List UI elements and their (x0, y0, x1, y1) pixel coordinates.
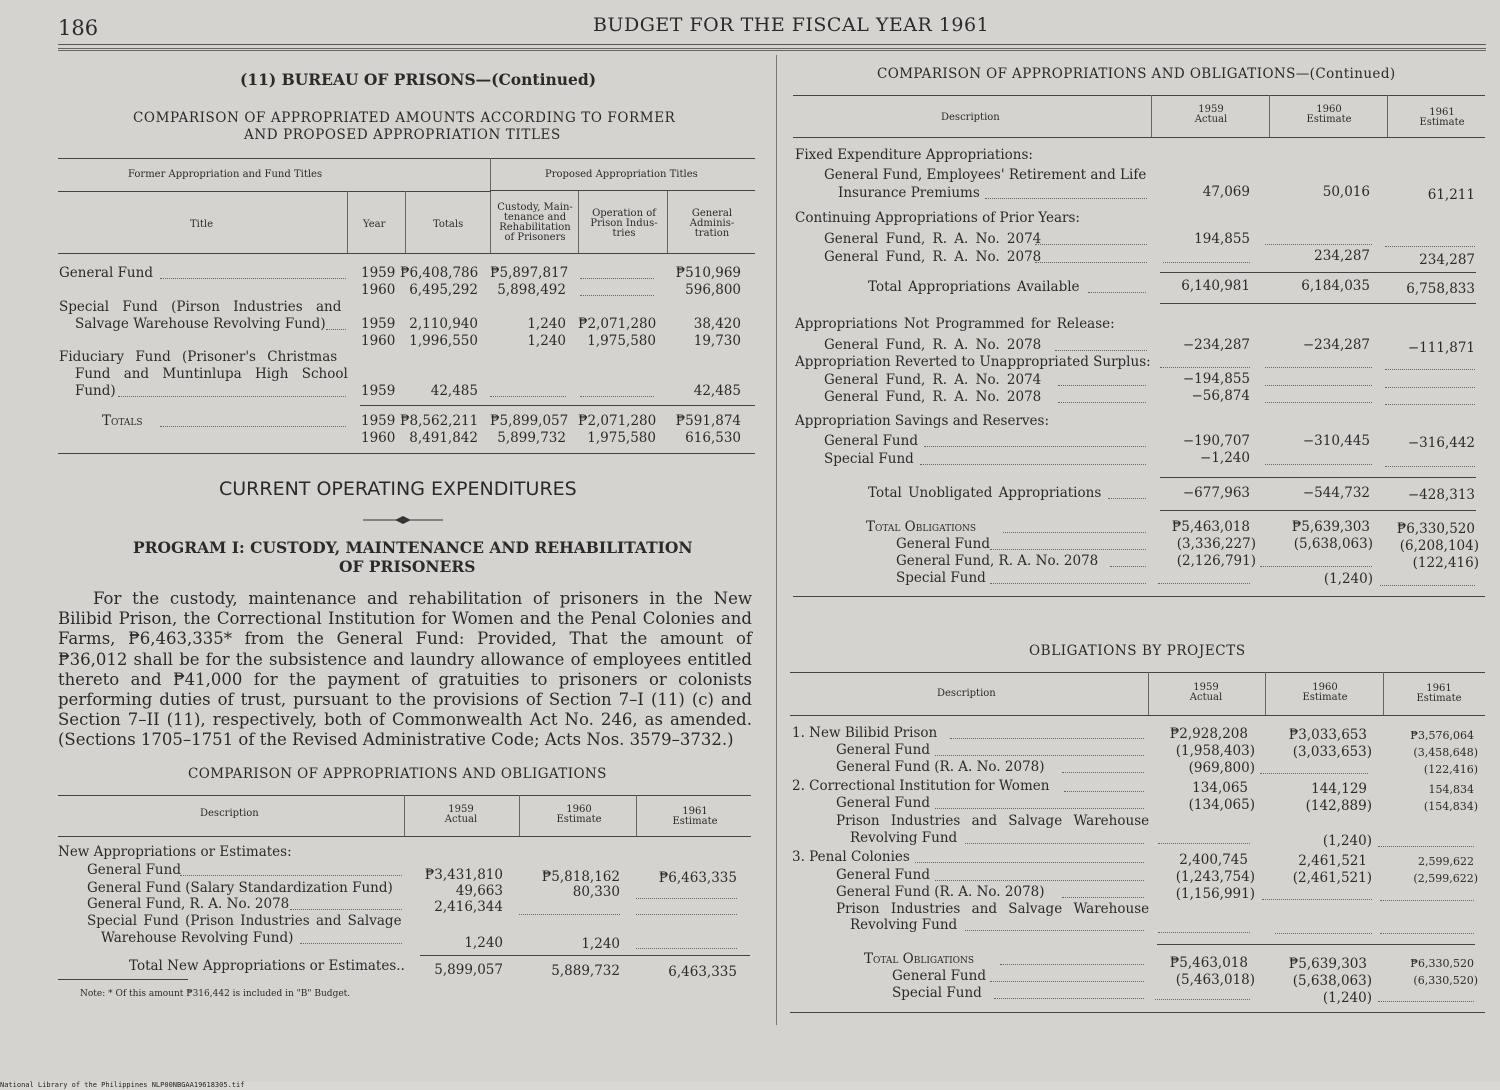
t1-custody: 1,240 (527, 333, 566, 349)
t1-operation: ₱2,071,280 (578, 316, 657, 332)
col-year: Year (363, 219, 386, 230)
coa-right-1960: (1,240) (1323, 571, 1373, 587)
coa-right-desc: General Fund, R. A. No. 2078 (824, 249, 1042, 265)
leader-dots (990, 583, 1146, 584)
obp-1961: (122,416) (1423, 763, 1478, 776)
obp-desc: General Fund (836, 795, 930, 811)
obp-desc: General Fund (836, 867, 930, 883)
obp-desc: 3. Penal Colonies (792, 849, 910, 865)
coa-right-desc: General Fund (896, 536, 990, 552)
leader-dots (1058, 402, 1146, 403)
leader-dots (160, 426, 346, 427)
t1-general: ₱510,969 (675, 265, 741, 281)
leader-dots (1378, 846, 1474, 847)
obp-bottom-rule (790, 1012, 1485, 1013)
t1-title: Salvage Warehouse Revolving Fund) (75, 316, 326, 332)
coa-right-total-label: Total Unobligated Appropriations (868, 485, 1102, 501)
t1-year: 1959 (361, 413, 396, 429)
note-rule (58, 979, 188, 980)
t1-year: 1959 (361, 383, 396, 399)
coa-right-total-label: Total Appropriations Available (868, 279, 1080, 295)
coa-right-desc: General Fund, R. A. No. 2074 (824, 372, 1042, 388)
leader-dots (180, 875, 402, 876)
leader-dots (1158, 932, 1250, 933)
coa-right-desc: General Fund, R. A. No. 2078 (824, 337, 1042, 353)
obp-desc: General Fund (R. A. No. 2078) (836, 884, 1045, 900)
leader-dots (935, 755, 1144, 756)
obp-top-rule (790, 672, 1485, 673)
obp-1960: (2,461,521) (1292, 870, 1372, 886)
coa-left-1960: 1,240 (581, 936, 620, 952)
col-totals: Totals (433, 219, 464, 230)
leader-dots (965, 930, 1144, 931)
leader-dots (1155, 999, 1250, 1000)
obp-1961: (3,458,648) (1413, 746, 1478, 759)
coa-right-1961: 234,287 (1419, 252, 1475, 268)
leader-dots (1160, 367, 1250, 368)
leader-dots (1385, 246, 1475, 247)
coa-right-desc: Fixed Expenditure Appropriations: (795, 147, 1033, 163)
leader-dots (1055, 350, 1147, 351)
coa-left-1959: 5,899,057 (434, 962, 503, 978)
leader-dots (920, 464, 1146, 465)
coa-left-desc: Special Fund (Prison Industries and Salvage (87, 913, 402, 929)
leader-dots (580, 278, 654, 279)
obp-col-1959: 1959 Actual (1189, 682, 1223, 703)
t1-title: Fund) (75, 383, 116, 399)
coa-right-top-rule (793, 95, 1485, 96)
leader-dots (290, 909, 402, 910)
leader-dots (1378, 1001, 1474, 1002)
obp-col-desc: Description (937, 688, 996, 699)
obp-1961: 154,834 (1428, 783, 1474, 796)
coa-left-1961: 6,463,335 (668, 964, 737, 980)
obp-1959: (5,463,018) (1175, 972, 1255, 988)
obp-1959: ₱2,928,208 (1169, 726, 1248, 742)
coa-right-1960: (5,638,063) (1293, 536, 1373, 552)
coa-right-1961: −111,871 (1407, 340, 1475, 356)
leader-dots (326, 329, 346, 330)
obp-1960: ₱5,639,303 (1288, 956, 1367, 972)
coa-right-col-1959: 1959 Actual (1194, 104, 1228, 125)
proposed-header: Proposed Appropriation Titles (545, 169, 698, 180)
coa-right-total-obligations: Total Obligations (866, 519, 977, 535)
obp-desc: Revolving Fund (850, 917, 958, 933)
coa-left-1959: ₱3,431,810 (424, 867, 503, 883)
subtotal-rule (1160, 272, 1476, 273)
table1-vline (405, 191, 406, 253)
coa-right-1960: ₱5,639,303 (1291, 519, 1370, 535)
coa-left-1961: ₱6,463,335 (658, 870, 737, 886)
obp-1960: (5,638,063) (1292, 973, 1372, 989)
coa-right-col-desc: Description (941, 112, 1000, 123)
coa-right-desc: General Fund, R. A. No. 2078 (896, 553, 1099, 569)
coa-left-1959: 1,240 (464, 935, 503, 951)
col-custody: Custody, Main-tenance and Rehabilitation of Prisoners (497, 202, 573, 243)
leader-dots (1260, 566, 1372, 567)
table1-sub-rule-right (490, 190, 755, 191)
table1-vline (490, 158, 491, 253)
coa-left-total-label: Total New Appropriations or Estimates.. (129, 958, 405, 974)
leader-dots (160, 278, 346, 279)
coa-right-1961: (6,208,104) (1399, 538, 1479, 554)
t1-general: ₱591,874 (675, 413, 741, 429)
obp-1959: (134,065) (1188, 797, 1255, 813)
obp-1961: (6,330,520) (1413, 974, 1478, 987)
coa-left-1960: ₱5,818,162 (541, 869, 620, 885)
t1-general: 596,800 (685, 282, 741, 298)
table1-sub-rule-left (58, 191, 491, 192)
leader-dots (1275, 933, 1372, 934)
leader-dots (1385, 369, 1475, 370)
coa-left-1959: 49,663 (455, 883, 503, 899)
leader-dots (636, 948, 737, 949)
leader-dots (1265, 244, 1372, 245)
leader-dots (1062, 772, 1144, 773)
coa-right-1959: −677,963 (1182, 485, 1250, 501)
obp-title: OBLIGATIONS BY PROJECTS (1029, 643, 1246, 659)
t1-totals-label: Totals (102, 413, 143, 429)
program-heading-line2: OF PRISONERS (339, 557, 476, 576)
ornament-divider (363, 514, 443, 526)
comparison-title-line2: AND PROPOSED APPROPRIATION TITLES (244, 127, 561, 143)
former-header: Former Appropriation and Fund Titles (128, 169, 323, 180)
leader-dots (636, 898, 737, 899)
obp-1959: (1,156,991) (1175, 886, 1255, 902)
coa-left-1960: 80,330 (572, 884, 620, 900)
obp-1961: (154,834) (1423, 800, 1478, 813)
t1-general: 616,530 (685, 430, 741, 446)
leader-dots (1062, 897, 1144, 898)
table1-bottom-rule (58, 453, 755, 454)
scan-footer: National Library of the Philippines NLP00NBGAA19618305.tif (0, 1081, 245, 1089)
obp-1961: ₱6,330,520 (1410, 957, 1474, 970)
coa-right-desc: General Fund, R. A. No. 2074 (824, 231, 1042, 247)
obp-header-bottom (790, 715, 1485, 716)
t1-year: 1959 (361, 265, 396, 281)
obp-1960: (1,240) (1322, 990, 1372, 1006)
leader-dots (1000, 964, 1144, 965)
column-separator (776, 55, 777, 1025)
t1-operation: 1,975,580 (587, 333, 656, 349)
coa-left-col-1960: 1960 Estimate (556, 804, 602, 825)
t1-custody: ₱5,899,057 (490, 413, 569, 429)
coa-left-vline (519, 795, 520, 836)
coa-left-vline (636, 795, 637, 836)
page-number: 186 (58, 16, 99, 40)
leader-dots (519, 914, 620, 915)
header-double-rule (58, 48, 1486, 51)
coa-right-desc: Continuing Appropriations of Prior Years: (795, 210, 1080, 226)
coa-right-1960: 234,287 (1314, 248, 1370, 264)
obp-1960: (142,889) (1305, 798, 1372, 814)
header-rule (58, 44, 1486, 45)
coa-right-1959: ₱5,463,018 (1171, 519, 1250, 535)
leader-dots (1088, 292, 1146, 293)
program-heading-line1: PROGRAM I: CUSTODY, MAINTENANCE AND REHABILITATION (133, 538, 693, 557)
t1-totals: ₱6,408,786 (400, 265, 479, 281)
coa-right-1959: (2,126,791) (1176, 553, 1256, 569)
leader-dots (1158, 583, 1250, 584)
coa-right-1959: 6,140,981 (1181, 278, 1250, 294)
coa-right-1960: −544,732 (1302, 485, 1370, 501)
coa-right-1959: −194,855 (1182, 371, 1250, 387)
leader-dots (580, 396, 654, 397)
coa-right-1961: 6,758,833 (1406, 281, 1475, 297)
coa-right-1959: −1,240 (1200, 450, 1250, 466)
leader-dots (990, 549, 1146, 550)
t1-year: 1960 (361, 430, 396, 446)
coa-right-1961: −316,442 (1407, 435, 1475, 451)
totals-rule (360, 405, 755, 406)
leader-dots (1035, 244, 1147, 245)
obp-vline (1148, 672, 1149, 715)
coa-left-desc: Warehouse Revolving Fund) (101, 930, 294, 946)
t1-title: Special Fund (Pirson Industries and (59, 299, 342, 315)
coa-right-desc: Appropriation Reverted to Unappropriated Surplus: (795, 354, 1151, 370)
t1-general: 38,420 (693, 316, 741, 332)
obp-1959: ₱5,463,018 (1169, 955, 1248, 971)
t1-year: 1960 (361, 333, 396, 349)
obp-col-1960: 1960 Estimate (1302, 682, 1348, 703)
leader-dots (1163, 262, 1250, 263)
subtotal-rule (1160, 477, 1476, 478)
obp-vline (1265, 672, 1266, 715)
obp-1960: 2,461,521 (1298, 853, 1367, 869)
t1-title: Fiduciary Fund (Prisoner's Christmas (59, 349, 338, 365)
leader-dots (965, 843, 1144, 844)
t1-totals: ₱8,562,211 (400, 413, 479, 429)
coa-right-1961: ₱6,330,520 (1396, 521, 1475, 537)
leader-dots (924, 446, 1146, 447)
coa-left-col-1961: 1961 Estimate (672, 806, 718, 827)
subtotal-rule (420, 955, 750, 956)
leader-dots (994, 998, 1144, 999)
coa-right-desc: General Fund (824, 433, 918, 449)
col-operation: Operation of Prison Indus-tries (590, 208, 658, 239)
coa-right-1960: −234,287 (1302, 337, 1370, 353)
coa-title-left: COMPARISON OF APPROPRIATIONS AND OBLIGATIONS (188, 766, 607, 782)
obp-1960: (3,033,653) (1292, 744, 1372, 760)
table1-vline (347, 191, 348, 253)
leader-dots (990, 981, 1144, 982)
obp-col-1961: 1961 Estimate (1416, 683, 1462, 704)
obp-1961: (2,599,622) (1413, 872, 1478, 885)
t1-general: 42,485 (693, 383, 741, 399)
subtotal-rule (1157, 944, 1475, 945)
t1-custody: 1,240 (527, 316, 566, 332)
coa-right-col-1961: 1961 Estimate (1419, 107, 1465, 128)
leader-dots (1265, 464, 1372, 465)
obp-desc: General Fund (892, 968, 986, 984)
leader-dots (1380, 933, 1474, 934)
obp-1959: (1,243,754) (1175, 869, 1255, 885)
t1-totals: 2,110,940 (409, 316, 478, 332)
t1-year: 1960 (361, 282, 396, 298)
leader-dots (935, 808, 1144, 809)
obp-desc: Prison Industries and Salvage Warehouse (836, 901, 1150, 917)
leader-dots (1003, 532, 1146, 533)
coa-right-desc: General Fund, Employees' Retirement and Life (824, 167, 1147, 183)
obp-desc: General Fund (836, 742, 930, 758)
coa-right-desc: Appropriation Savings and Reserves: (795, 413, 1050, 429)
leader-dots (915, 862, 1144, 863)
coa-right-1961: 61,211 (1427, 187, 1475, 203)
leader-dots (1260, 773, 1368, 774)
leader-dots (1385, 387, 1475, 388)
t1-custody: 5,899,732 (497, 430, 566, 446)
col-general: General Adminis-tration (689, 208, 735, 239)
coa-left-vline (404, 795, 405, 836)
leader-dots (935, 880, 1144, 881)
leader-dots (300, 943, 402, 944)
coa-left-header-bottom (58, 836, 751, 837)
obp-desc: 1. New Bilibid Prison (792, 725, 938, 741)
leader-dots (1385, 466, 1475, 467)
obp-1959: (969,800) (1188, 760, 1255, 776)
leader-dots (1058, 385, 1146, 386)
t1-totals: 1,996,550 (409, 333, 478, 349)
subtotal-rule (1160, 303, 1476, 304)
leader-dots (1262, 899, 1372, 900)
t1-operation: ₱2,071,280 (578, 413, 657, 429)
coa-right-bottom-rule (793, 596, 1485, 597)
section-heading: CURRENT OPERATING EXPENDITURES (219, 478, 577, 500)
obp-desc: Special Fund (892, 985, 982, 1001)
t1-totals: 6,495,292 (409, 282, 478, 298)
coa-right-1960: −310,445 (1302, 433, 1370, 449)
coa-right-desc: Special Fund (824, 451, 914, 467)
coa-right-1961: −428,313 (1407, 487, 1475, 503)
leader-dots (1380, 585, 1475, 586)
coa-right-vline (1151, 95, 1152, 137)
leader-dots (1265, 367, 1372, 368)
t1-year: 1959 (361, 316, 396, 332)
t1-title: General Fund (59, 265, 153, 281)
obp-1961: 2,599,622 (1418, 855, 1474, 868)
coa-right-desc: Appropriations Not Programmed for Release: (795, 316, 1115, 332)
leader-dots (1110, 566, 1146, 567)
t1-custody: ₱5,897,817 (490, 265, 569, 281)
coa-right-1959: 194,855 (1194, 231, 1250, 247)
obp-1960: (1,240) (1322, 833, 1372, 849)
coa-right-header-bottom (793, 137, 1485, 138)
t1-custody: 5,898,492 (497, 282, 566, 298)
table1-header-bottom (58, 253, 755, 254)
program-paragraph: For the custody, maintenance and rehabilitation of prisoners in the New Bilibid Prison, the Correctional Institution for Women and the Penal Colonies and Farms, ₱6,463,335* from the General Fund: Provided, That the amount of ₱36,012 shall be for the subsistence and laundry allowance of employees entitled thereto and ₱41,000 for the payment of gratuities to prisoners or colonists performing duties of trust, pursuant to the provisions of Section 7–I (11) (c) and Section 7–II (11), respectively, both of Commonwealth Act No. 246, as amended. (Sections 1705–1751 of the Revised Administrative Code; Acts Nos. 3579–3732.) (58, 589, 752, 750)
t1-title: Fund and Muntinlupa High School (75, 366, 348, 382)
table1-vline (667, 191, 668, 253)
obp-1960: 144,129 (1311, 781, 1367, 797)
leader-dots (985, 198, 1147, 199)
coa-right-col-1960: 1960 Estimate (1306, 104, 1352, 125)
coa-left-col-1959: 1959 Actual (444, 804, 478, 825)
coa-right-vline (1269, 95, 1270, 137)
coa-right-1959: −56,874 (1191, 388, 1250, 404)
coa-right-1959: 47,069 (1202, 184, 1250, 200)
coa-left-1960: 5,889,732 (551, 963, 620, 979)
obp-vline (1383, 672, 1384, 715)
coa-right-desc: Insurance Premiums (838, 185, 980, 201)
leader-dots (1064, 791, 1144, 792)
coa-left-desc: General Fund, R. A. No. 2078 (87, 896, 290, 912)
footnote: Note: * Of this amount ₱316,442 is included in "B" Budget. (80, 989, 351, 999)
leader-dots (118, 396, 346, 397)
coa-right-1959: (3,336,227) (1176, 536, 1256, 552)
coa-right-1959: −234,287 (1182, 337, 1250, 353)
coa-right-desc: Special Fund (896, 570, 986, 586)
coa-left-1959: 2,416,344 (434, 899, 503, 915)
obp-desc: 2. Correctional Institution for Women (792, 778, 1050, 794)
leader-dots (1265, 385, 1372, 386)
coa-right-1961: (122,416) (1412, 555, 1479, 571)
leader-dots (490, 396, 566, 397)
coa-right-1960: 6,184,035 (1301, 278, 1370, 294)
t1-totals: 8,491,842 (409, 430, 478, 446)
obp-desc: General Fund (R. A. No. 2078) (836, 759, 1045, 775)
coa-left-col-desc: Description (200, 808, 259, 819)
leader-dots (580, 295, 654, 296)
leader-dots (1380, 900, 1474, 901)
leader-dots (1035, 262, 1147, 263)
obp-desc: Revolving Fund (850, 830, 958, 846)
obp-1959: 134,065 (1192, 780, 1248, 796)
obp-1960: ₱3,033,653 (1288, 727, 1367, 743)
coa-title-right: COMPARISON OF APPROPRIATIONS AND OBLIGATIONS—(Continued) (877, 66, 1396, 82)
leader-dots (1385, 404, 1475, 405)
table1-vline (578, 191, 579, 253)
leader-dots (950, 738, 1144, 739)
coa-right-1960: 50,016 (1322, 184, 1370, 200)
leader-dots (636, 914, 737, 915)
t1-operation: 1,975,580 (587, 430, 656, 446)
leader-dots (1108, 498, 1146, 499)
coa-left-desc: New Appropriations or Estimates: (58, 844, 292, 860)
coa-right-1959: −190,707 (1182, 433, 1250, 449)
subtotal-rule (1160, 510, 1476, 511)
leader-dots (1158, 843, 1250, 844)
coa-right-desc: General Fund, R. A. No. 2078 (824, 389, 1042, 405)
bureau-title: (11) BUREAU OF PRISONS—(Continued) (240, 70, 597, 89)
obp-total-label: Total Obligations (864, 951, 975, 967)
obp-1959: (1,958,403) (1175, 743, 1255, 759)
table1-top-rule (58, 158, 755, 159)
coa-right-vline (1387, 95, 1388, 137)
obp-desc: Prison Industries and Salvage Warehouse (836, 813, 1150, 829)
t1-general: 19,730 (693, 333, 741, 349)
coa-left-desc: General Fund (Salary Standardization Fund) (87, 880, 393, 896)
obp-1959: 2,400,745 (1179, 852, 1248, 868)
coa-left-desc: General Fund (87, 862, 181, 878)
col-title: Title (190, 219, 214, 230)
t1-totals: 42,485 (430, 383, 478, 399)
leader-dots (1265, 402, 1372, 403)
comparison-title-line1: COMPARISON OF APPROPRIATED AMOUNTS ACCORDING TO FORMER (133, 110, 676, 126)
obp-1961: ₱3,576,064 (1410, 729, 1474, 742)
running-title: BUDGET FOR THE FISCAL YEAR 1961 (593, 14, 990, 36)
